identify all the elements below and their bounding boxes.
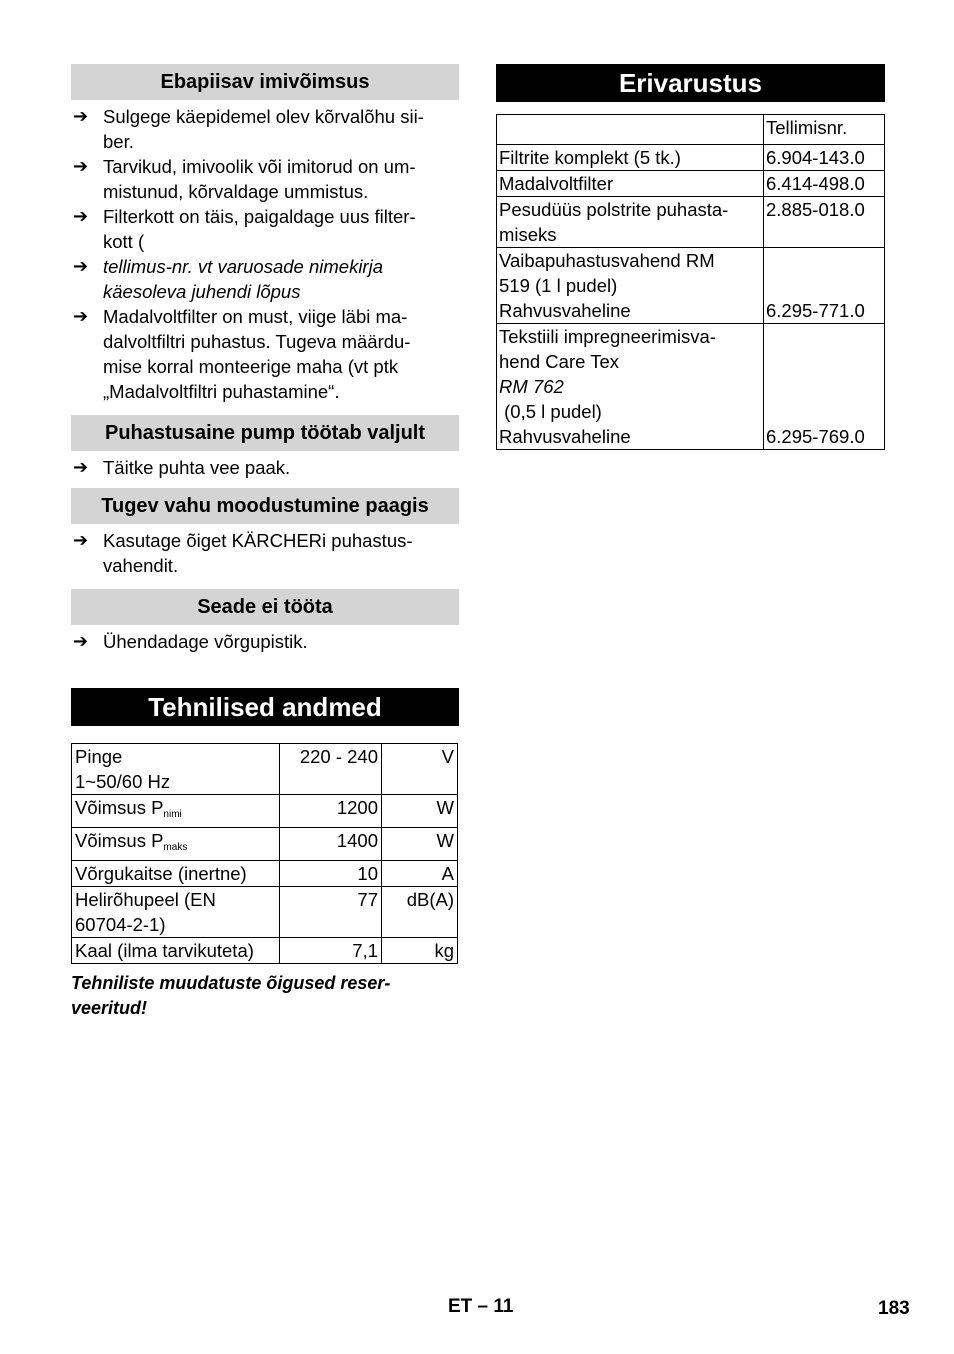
accessory-name-line: Tekstiili impregneerimisva- — [499, 326, 716, 347]
footer-section-page: ET – 11 — [448, 1296, 514, 1317]
accessories-heading: Erivarustus — [496, 64, 885, 102]
bullet-text-line: Täitke puhta vee paak. — [103, 457, 291, 478]
bullet-text-line: kott ( — [103, 231, 145, 252]
bullet-list — [71, 629, 459, 654]
tech-unit: V — [382, 744, 458, 795]
tech-label-subscript: nimi — [163, 809, 182, 820]
tech-value: 77 — [280, 887, 382, 938]
tech-data-heading: Tehnilised andmed — [71, 688, 459, 726]
tech-unit: A — [382, 861, 458, 887]
bullet-text-line: Filterkott on täis, paigaldage uus filter- — [103, 206, 416, 227]
accessory-name-line: Vaibapuhastusvahend RM — [499, 250, 715, 271]
accessory-row — [497, 145, 885, 171]
accessory-name — [497, 145, 764, 171]
tech-value: 1400 — [280, 828, 382, 861]
bullet-item — [71, 204, 459, 254]
bullet-list — [71, 528, 459, 578]
accessory-name-line: hend Care Tex — [499, 351, 619, 372]
bullet-text-line: Madalvoltfilter on must, viige läbi ma- — [103, 306, 408, 327]
arrow-right-icon: ➔ — [73, 306, 89, 326]
tech-unit: W — [382, 828, 458, 861]
accessory-name-line: (0,5 l pudel) — [499, 401, 602, 422]
bullet-text-line: käesoleva juhendi lõpus — [103, 281, 301, 302]
tech-row — [72, 795, 458, 828]
accessory-name — [497, 171, 764, 197]
accessories-header-blank — [497, 115, 764, 145]
tech-value: 10 — [280, 861, 382, 887]
accessory-row — [497, 171, 885, 197]
bullet-text-line: dalvoltfiltri puhastus. Tugeva määrdu- — [103, 331, 411, 352]
bullet-text-line: Kasutage õiget KÄRCHERi puhastus- — [103, 530, 413, 551]
bullet-item — [71, 254, 459, 304]
tech-row — [72, 744, 458, 795]
bullet-item — [71, 455, 459, 480]
tech-label-text: Võimsus P — [75, 797, 164, 818]
tech-label-text: Kaal (ilma tarvikuteta) — [75, 940, 254, 961]
accessory-order-number: 6.295-769.0 — [764, 324, 885, 450]
accessory-name — [497, 324, 764, 450]
tech-note — [71, 971, 459, 1021]
tech-note-line: veeritud! — [71, 998, 148, 1018]
bullet-text-line: mise korral monteerige maha (vt ptk — [103, 356, 399, 377]
tech-row — [72, 861, 458, 887]
footer-page-number: 183 — [878, 1298, 910, 1319]
bullet-text-line: Sulgege käepidemel olev kõrvalõhu sii- — [103, 106, 424, 127]
tech-unit: kg — [382, 938, 458, 964]
tech-row — [72, 828, 458, 861]
bullet-item — [71, 104, 459, 154]
section-heading: Puhastusaine pump töötab valjult — [71, 415, 459, 451]
accessory-name-line: miseks — [499, 224, 557, 245]
accessory-row — [497, 248, 885, 324]
bullet-item — [71, 629, 459, 654]
accessory-name-line: RM 762 — [499, 376, 564, 397]
left-column — [71, 64, 459, 1021]
tech-label — [72, 938, 280, 964]
bullet-text-line: mistunud, kõrvaldage ummistus. — [103, 181, 369, 202]
accessory-name-line: Rahvusvaheline — [499, 426, 631, 447]
tech-unit: dB(A) — [382, 887, 458, 938]
tech-row — [72, 887, 458, 938]
section-heading: Ebapiisav imivõimsus — [71, 64, 459, 100]
tech-label-text: Võimsus P — [75, 830, 164, 851]
accessory-name-line: Madalvoltfilter — [499, 173, 614, 194]
tech-label-text: Helirõhupeel (EN — [75, 889, 216, 910]
tech-label — [72, 744, 280, 795]
tech-label-text: 60704-2-1) — [75, 914, 166, 935]
accessories-header-row — [497, 115, 885, 145]
accessories-table — [496, 114, 885, 450]
tech-unit: W — [382, 795, 458, 828]
bullet-list — [71, 455, 459, 480]
section-heading: Tugev vahu moodustumine paagis — [71, 488, 459, 524]
arrow-right-icon: ➔ — [73, 206, 89, 226]
arrow-right-icon: ➔ — [73, 530, 89, 550]
arrow-right-icon: ➔ — [73, 256, 89, 276]
accessory-order-number: 6.904-143.0 — [764, 145, 885, 171]
tech-value: 1200 — [280, 795, 382, 828]
accessory-row — [497, 324, 885, 450]
accessory-name-line: 519 (1 l pudel) — [499, 275, 618, 296]
tech-value: 220 - 240 — [280, 744, 382, 795]
tech-label — [72, 828, 280, 861]
accessory-row — [497, 197, 885, 248]
accessory-name — [497, 248, 764, 324]
tech-label — [72, 795, 280, 828]
accessory-name — [497, 197, 764, 248]
tech-data-table — [71, 743, 458, 964]
bullet-text-line: „Madalvoltfiltri puhastamine“. — [103, 381, 340, 402]
bullet-item — [71, 154, 459, 204]
arrow-right-icon: ➔ — [73, 106, 89, 126]
section-heading: Seade ei tööta — [71, 589, 459, 625]
accessory-order-number: 6.414-498.0 — [764, 171, 885, 197]
tech-row — [72, 938, 458, 964]
bullet-text-line: Tarvikud, imivoolik või imitorud on um- — [103, 156, 416, 177]
tech-label-text: Võrgukaitse (inertne) — [75, 863, 247, 884]
bullet-text-line: vahendit. — [103, 555, 179, 576]
tech-value: 7,1 — [280, 938, 382, 964]
tech-label-text: 1~50/60 Hz — [75, 771, 171, 792]
accessory-name-line: Rahvusvaheline — [499, 300, 631, 321]
bullet-text-line: Ühendadage võrgupistik. — [103, 631, 308, 652]
bullet-item — [71, 304, 459, 404]
accessory-name-line: Pesudüüs polstrite puhasta- — [499, 199, 729, 220]
tech-label-subscript: maks — [163, 842, 188, 853]
accessories-header-order-no: Tellimisnr. — [764, 115, 885, 145]
tech-label — [72, 861, 280, 887]
bullet-list — [71, 104, 459, 404]
accessory-order-number: 2.885-018.0 — [764, 197, 885, 248]
tech-note-line: Tehniliste muudatuste õigused reser- — [71, 973, 391, 993]
accessory-order-number: 6.295-771.0 — [764, 248, 885, 324]
bullet-text-line: tellimus-nr. vt varuosade nimekirja — [103, 256, 383, 277]
bullet-item — [71, 528, 459, 578]
tech-label — [72, 887, 280, 938]
accessory-name-line: Filtrite komplekt (5 tk.) — [499, 147, 681, 168]
arrow-right-icon: ➔ — [73, 156, 89, 176]
arrow-right-icon: ➔ — [73, 631, 89, 651]
right-column — [496, 64, 885, 450]
bullet-text-line: ber. — [103, 131, 134, 152]
arrow-right-icon: ➔ — [73, 457, 89, 477]
tech-label-text: Pinge — [75, 746, 123, 767]
